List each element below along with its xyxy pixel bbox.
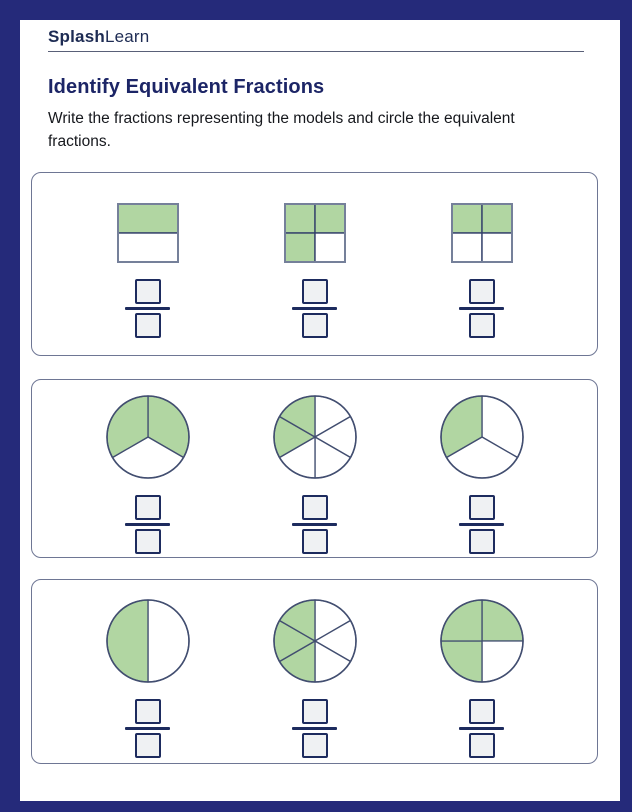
circle-fraction-model <box>440 380 524 479</box>
numerator-input-box[interactable] <box>302 495 328 520</box>
fraction-answer-blank <box>459 699 504 758</box>
circle-fraction-model <box>440 580 524 683</box>
circle-fraction-model <box>106 380 190 479</box>
denominator-input-box[interactable] <box>302 733 328 758</box>
circle-fraction-model <box>273 380 357 479</box>
rectangle-fraction-model <box>451 173 513 263</box>
denominator-input-box[interactable] <box>302 529 328 554</box>
fraction-bar <box>125 307 170 310</box>
circle-fraction-model <box>273 580 357 683</box>
denominator-input-box[interactable] <box>135 529 161 554</box>
fraction-item-3-2 <box>231 580 398 763</box>
fraction-answer-blank <box>292 699 337 758</box>
numerator-input-box[interactable] <box>469 699 495 724</box>
fraction-item-1-3 <box>398 173 565 355</box>
fraction-bar <box>292 727 337 730</box>
fraction-answer-blank <box>459 279 504 338</box>
numerator-input-box[interactable] <box>302 699 328 724</box>
splashlearn-logo <box>48 27 149 47</box>
fraction-item-2-3 <box>398 380 565 557</box>
fraction-item-3-3 <box>398 580 565 763</box>
numerator-input-box[interactable] <box>469 279 495 304</box>
denominator-input-box[interactable] <box>135 733 161 758</box>
circle-fraction-model <box>106 580 190 683</box>
fraction-item-3-1 <box>64 580 231 763</box>
denominator-input-box[interactable] <box>469 313 495 338</box>
fraction-bar <box>292 523 337 526</box>
worksheet-page <box>20 20 620 801</box>
fraction-bar <box>459 727 504 730</box>
fraction-item-2-2 <box>231 380 398 557</box>
header-divider <box>48 51 584 52</box>
rectangle-fraction-model <box>284 173 346 263</box>
fraction-answer-blank <box>125 495 170 554</box>
numerator-input-box[interactable] <box>135 699 161 724</box>
fraction-answer-blank <box>292 279 337 338</box>
fraction-bar <box>292 307 337 310</box>
fraction-answer-blank <box>125 699 170 758</box>
fraction-answer-blank <box>459 495 504 554</box>
numerator-input-box[interactable] <box>135 279 161 304</box>
fraction-bar <box>125 727 170 730</box>
fraction-item-1-1 <box>64 173 231 355</box>
fraction-item-2-1 <box>64 380 231 557</box>
rectangle-fraction-model <box>117 173 179 263</box>
denominator-input-box[interactable] <box>135 313 161 338</box>
fraction-answer-blank <box>292 495 337 554</box>
page-title: Identify Equivalent Fractions <box>48 76 325 98</box>
question-card-circle-models-row-2 <box>31 579 598 764</box>
fraction-answer-blank <box>125 279 170 338</box>
fraction-bar <box>459 523 504 526</box>
fraction-bar <box>459 307 504 310</box>
logo-text-regular: Learn <box>104 27 150 46</box>
numerator-input-box[interactable] <box>135 495 161 520</box>
logo-text-bold: Splash <box>48 27 105 46</box>
denominator-input-box[interactable] <box>302 313 328 338</box>
instructions-text: Write the fractions representing the models and circle the equivalent fractions. <box>48 110 515 151</box>
denominator-input-box[interactable] <box>469 733 495 758</box>
denominator-input-box[interactable] <box>469 529 495 554</box>
question-card-circle-models-row-1 <box>31 379 598 558</box>
numerator-input-box[interactable] <box>302 279 328 304</box>
fraction-item-1-2 <box>231 173 398 355</box>
numerator-input-box[interactable] <box>469 495 495 520</box>
question-card-rectangle-models <box>31 172 598 356</box>
fraction-bar <box>125 523 170 526</box>
